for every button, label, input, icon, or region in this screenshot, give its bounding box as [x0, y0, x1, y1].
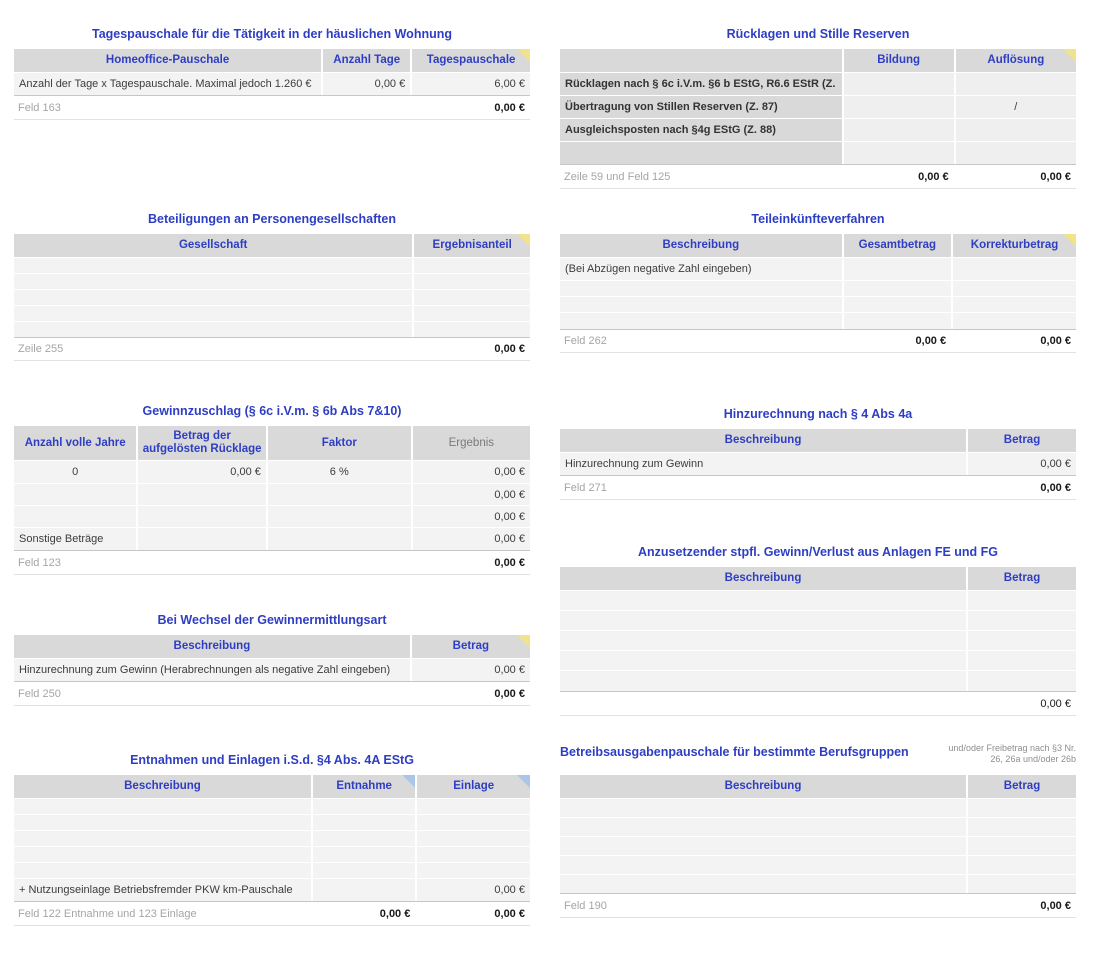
table-cell[interactable]	[14, 322, 412, 337]
table-cell[interactable]	[844, 119, 954, 141]
table-cell[interactable]	[414, 258, 530, 273]
entnahmen-und-einlagen-4-abs-4a-estg-title-row	[14, 753, 530, 775]
comment-marker-icon[interactable]	[1063, 234, 1076, 247]
table-title: Entnahmen und Einlagen i.S.d. §4 Abs. 4A EStG	[130, 753, 414, 767]
column-header	[138, 426, 266, 460]
footer-total-value: 0,00 €	[379, 907, 411, 920]
table-cell[interactable]	[417, 799, 530, 814]
column-header-label: Anzahl Tage	[333, 54, 401, 66]
table-cell[interactable]: 0,00 €	[412, 659, 530, 681]
gewinnzuschlag-6c-6b-total-row	[14, 550, 530, 575]
table-cell[interactable]	[953, 297, 1076, 312]
table-anzusetzender-gewinn-verlust-anlagen-fe-fg	[560, 545, 1076, 716]
column-header	[14, 49, 321, 72]
column-header-label: Beschreibung	[173, 640, 251, 652]
table-cell[interactable]	[14, 306, 412, 321]
table-cell[interactable]: Hinzurechnung zum Gewinn	[560, 453, 966, 475]
table-cell[interactable]: 0,00 €	[417, 879, 530, 901]
table-title: Beteiligungen an Personengesellschaften	[148, 212, 396, 226]
column-header	[560, 234, 842, 257]
column-header-label: Bildung	[877, 54, 921, 66]
table-cell[interactable]	[956, 73, 1076, 95]
table-cell[interactable]	[968, 837, 1076, 855]
comment-marker-icon[interactable]	[402, 775, 415, 788]
column-header	[968, 429, 1076, 452]
table-cell[interactable]	[313, 815, 415, 830]
table-cell[interactable]	[560, 875, 966, 893]
column-header-label: Betrag	[452, 640, 490, 652]
table-cell[interactable]	[560, 142, 842, 164]
column-header-label: Auflösung	[987, 54, 1045, 66]
column-header-label: Ergebnisanteil	[432, 239, 512, 251]
footer-total-value: 0,00 €	[1040, 481, 1071, 494]
table-cell[interactable]	[268, 528, 411, 550]
footer-total-value: 0,00 €	[1040, 697, 1071, 710]
table-cell[interactable]: 6,00 €	[412, 73, 530, 95]
footer-total-value: 0,00 €	[494, 556, 525, 569]
table-cell[interactable]: /	[956, 96, 1076, 118]
table-cell[interactable]	[560, 313, 842, 329]
table-cell[interactable]	[560, 837, 966, 855]
table-cell[interactable]	[14, 258, 412, 273]
table-cell[interactable]	[14, 815, 311, 830]
table-cell[interactable]	[560, 611, 966, 630]
table-cell[interactable]	[844, 96, 954, 118]
column-header	[417, 775, 530, 798]
table-cell[interactable]	[417, 831, 530, 846]
table-cell[interactable]: 6 %	[268, 461, 411, 483]
tagespauschale-haeusliche-wohnung-grid	[14, 49, 530, 95]
column-header-label: Einlage	[453, 780, 495, 792]
table-cell[interactable]	[844, 281, 952, 296]
footer-field-label: Zeile 59 und Feld 125	[564, 170, 671, 183]
column-header	[414, 234, 530, 257]
table-betreibsausgabenpauschale-berufsgruppen	[560, 745, 1076, 918]
table-cell[interactable]	[14, 506, 136, 527]
table-cell[interactable]	[313, 847, 415, 862]
column-header-label: Faktor	[321, 436, 357, 449]
teileinkuenfteverfahren-total-row	[560, 329, 1076, 353]
column-header	[956, 49, 1076, 72]
table-cell[interactable]	[14, 863, 311, 878]
table-cell[interactable]	[313, 831, 415, 846]
table-cell[interactable]	[560, 818, 966, 836]
betreibsausgabenpauschale-berufsgruppen-grid	[560, 775, 1076, 893]
table-cell[interactable]	[414, 306, 530, 321]
table-title: Gewinnzuschlag (§ 6c i.V.m. § 6b Abs 7&10)	[142, 404, 402, 418]
tagespauschale-haeusliche-wohnung-title-row	[14, 27, 530, 49]
footer-field-label: Zeile 255	[18, 343, 64, 355]
comment-marker-icon[interactable]	[517, 635, 530, 648]
table-cell[interactable]	[956, 142, 1076, 164]
table-bei-wechsel-der-gewinnermittlungsart	[14, 613, 530, 706]
column-header-label: Anzahl volle Jahre	[24, 436, 126, 449]
column-header	[844, 234, 952, 257]
table-cell[interactable]	[844, 73, 954, 95]
table-cell[interactable]	[417, 863, 530, 878]
footer-total-value: 0,00 €	[1040, 170, 1071, 183]
tagespauschale-haeusliche-wohnung-total-row	[14, 95, 530, 120]
ruecklagen-und-stille-reserven-total-row	[560, 164, 1076, 189]
footer-total-value: 0,00 €	[494, 101, 525, 114]
entnahmen-und-einlagen-4-abs-4a-estg-total-row	[14, 901, 530, 926]
column-header-label: Homeoffice-Pauschale	[105, 54, 230, 66]
table-cell[interactable]	[560, 591, 966, 610]
table-gewinnzuschlag-6c-6b	[14, 404, 530, 575]
column-header-label: Ergebnis	[448, 436, 495, 449]
table-note: und/oder Freibetrag nach §3 Nr. 26, 26a und/oder 26b	[948, 743, 1076, 764]
comment-marker-icon[interactable]	[517, 775, 530, 788]
table-cell[interactable]: 0,00 €	[968, 453, 1076, 475]
column-header	[412, 635, 530, 658]
table-cell[interactable]: 0,00 €	[413, 484, 530, 505]
table-cell[interactable]	[560, 856, 966, 874]
table-cell[interactable]: Anzahl der Tage x Tagespauschale. Maximal jedoch 1.260 €	[14, 73, 321, 95]
column-header	[968, 567, 1076, 590]
table-title: Betreibsausgabenpauschale für bestimmte Berufsgruppen	[560, 745, 909, 759]
table-title: Hinzurechnung nach § 4 Abs 4a	[723, 407, 913, 421]
table-cell[interactable]: 0,00 €	[413, 506, 530, 527]
table-entnahmen-und-einlagen	[14, 753, 530, 926]
table-cell[interactable]: Rücklagen nach § 6c i.V.m. §6 b EStG, R6.6 EStR (Z.	[560, 73, 842, 95]
table-cell[interactable]	[844, 142, 954, 164]
table-cell[interactable]	[953, 313, 1076, 329]
footer-total-value: 0,00 €	[494, 687, 525, 700]
beteiligungen-an-personengesellschaften-title-row	[14, 212, 530, 234]
footer-total-value: 0,00 €	[494, 907, 525, 920]
column-header	[844, 49, 954, 72]
bei-wechsel-der-gewinnermittlungsart-title-row	[14, 613, 530, 635]
column-header	[968, 775, 1076, 798]
table-cell[interactable]: Sonstige Beträge	[14, 528, 136, 550]
table-cell[interactable]	[417, 815, 530, 830]
table-cell[interactable]	[14, 274, 412, 289]
table-cell[interactable]	[968, 799, 1076, 817]
column-header	[413, 426, 530, 460]
table-cell[interactable]	[560, 297, 842, 312]
anzusetzender-gewinn-verlust-anlagen-fe-fg-title-row	[560, 545, 1076, 567]
table-cell[interactable]	[14, 831, 311, 846]
table-cell[interactable]	[560, 631, 966, 650]
column-header-label: Beschreibung	[662, 239, 740, 251]
table-ruecklagen-und-stille-reserven	[560, 27, 1076, 189]
column-header-label: Beschreibung	[724, 780, 802, 792]
column-header	[14, 234, 412, 257]
table-cell[interactable]	[560, 671, 966, 691]
column-header	[560, 429, 966, 452]
footer-field-label: Feld 190	[564, 899, 607, 912]
table-cell[interactable]: Übertragung von Stillen Reserven (Z. 87)	[560, 96, 842, 118]
table-cell[interactable]	[844, 258, 952, 280]
table-cell[interactable]: Ausgleichsposten nach §4g EStG (Z. 88)	[560, 119, 842, 141]
column-header-label: Betrag	[1003, 434, 1041, 446]
table-title: Tagespauschale für die Tätigkeit in der häuslichen Wohnung	[91, 27, 452, 41]
table-cell[interactable]	[968, 651, 1076, 670]
table-cell[interactable]: + Nutzungseinlage Betriebsfremder PKW km-Pauschale	[14, 879, 311, 901]
table-cell[interactable]	[844, 297, 952, 312]
table-cell[interactable]	[14, 847, 311, 862]
column-header-label: Betrag der aufgelösten Rücklage	[142, 430, 262, 455]
table-cell[interactable]: Hinzurechnung zum Gewinn (Herabrechnungen als negative Zahl eingeben)	[14, 659, 410, 681]
column-header-label: Gesellschaft	[178, 239, 248, 251]
beteiligungen-an-personengesellschaften-grid	[14, 234, 530, 337]
footer-total-value: 0,00 €	[1040, 335, 1071, 347]
table-cell[interactable]	[313, 799, 415, 814]
hinzurechnung-nach-4-abs-4a-title-row	[560, 407, 1076, 429]
anzusetzender-gewinn-verlust-anlagen-fe-fg-total-row	[560, 691, 1076, 716]
gewinnzuschlag-6c-6b-grid	[14, 426, 530, 550]
table-title: Anzusetzender stpfl. Gewinn/Verlust aus Anlagen FE und FG	[638, 545, 998, 559]
table-cell[interactable]	[417, 847, 530, 862]
table-title: Teileinkünfteverfahren	[751, 212, 885, 226]
table-cell[interactable]	[844, 313, 952, 329]
entnahmen-und-einlagen-4-abs-4a-estg-grid	[14, 775, 530, 901]
comment-marker-icon[interactable]	[517, 234, 530, 247]
table-cell[interactable]	[138, 484, 266, 505]
table-cell[interactable]	[414, 290, 530, 305]
column-header	[323, 49, 410, 72]
table-cell[interactable]	[968, 856, 1076, 874]
column-header-label: Beschreibung	[724, 434, 802, 446]
table-cell[interactable]	[560, 799, 966, 817]
footer-field-label: Feld 122 Entnahme und 123 Einlage	[18, 907, 197, 920]
footer-total-value: 0,00 €	[918, 170, 949, 183]
table-cell[interactable]	[414, 274, 530, 289]
footer-field-label: Feld 262	[564, 335, 607, 347]
comment-marker-icon[interactable]	[517, 49, 530, 62]
column-header	[14, 426, 136, 460]
teileinkuenfteverfahren-title-row	[560, 212, 1076, 234]
table-cell[interactable]: 0,00 €	[323, 73, 410, 95]
column-header	[14, 775, 311, 798]
table-cell[interactable]: 0,00 €	[413, 528, 530, 550]
table-cell[interactable]	[968, 611, 1076, 630]
table-cell[interactable]	[968, 875, 1076, 893]
table-cell[interactable]	[968, 818, 1076, 836]
footer-total-value: 0,00 €	[1040, 899, 1071, 912]
table-title: Rücklagen und Stille Reserven	[726, 27, 910, 41]
hinzurechnung-nach-4-abs-4a-total-row	[560, 475, 1076, 500]
table-cell[interactable]: 0,00 €	[138, 461, 266, 483]
table-teileinkuenfteverfahren	[560, 212, 1076, 353]
comment-marker-icon[interactable]	[1063, 49, 1076, 62]
column-header-label: Entnahme	[336, 780, 392, 792]
table-cell[interactable]	[138, 528, 266, 550]
table-hinzurechnung-nach-4-abs-4a	[560, 407, 1076, 500]
table-cell[interactable]	[956, 119, 1076, 141]
column-header	[313, 775, 415, 798]
table-cell[interactable]	[560, 281, 842, 296]
table-cell[interactable]: 0	[14, 461, 136, 483]
table-cell[interactable]	[14, 799, 311, 814]
bei-wechsel-der-gewinnermittlungsart-total-row	[14, 681, 530, 706]
betreibsausgabenpauschale-berufsgruppen-title-row	[560, 745, 1076, 775]
table-cell[interactable]	[953, 258, 1076, 280]
column-header-label: Tagespauschale	[426, 54, 516, 66]
table-cell[interactable]	[14, 484, 136, 505]
column-header	[560, 567, 966, 590]
footer-field-label: Feld 271	[564, 481, 607, 494]
column-header-label: Gesamtbetrag	[858, 239, 937, 251]
ruecklagen-und-stille-reserven-title-row	[560, 27, 1076, 49]
column-header	[560, 49, 842, 72]
table-cell[interactable]	[268, 506, 411, 527]
gewinnzuschlag-6c-6b-title-row	[14, 404, 530, 426]
table-cell[interactable]: (Bei Abzügen negative Zahl eingeben)	[560, 258, 842, 280]
hinzurechnung-nach-4-abs-4a-grid	[560, 429, 1076, 475]
column-header-label: Beschreibung	[124, 780, 201, 792]
column-header	[560, 775, 966, 798]
table-cell[interactable]	[313, 863, 415, 878]
column-header	[953, 234, 1076, 257]
table-cell[interactable]	[268, 484, 411, 505]
table-tagespauschale-haeusliche-wohnung	[14, 27, 530, 120]
table-cell[interactable]	[560, 651, 966, 670]
table-cell[interactable]	[14, 290, 412, 305]
column-header	[14, 635, 410, 658]
column-header-label: Betrag	[1003, 572, 1041, 584]
bei-wechsel-der-gewinnermittlungsart-grid	[14, 635, 530, 681]
footer-field-label: Feld 250	[18, 687, 61, 700]
table-cell[interactable]	[313, 879, 415, 901]
table-title: Bei Wechsel der Gewinnermittlungsart	[157, 613, 387, 627]
column-header-label: Betrag	[1003, 780, 1041, 792]
footer-field-label: Feld 123	[18, 556, 61, 569]
footer-total-value: 0,00 €	[494, 343, 525, 355]
teileinkuenfteverfahren-grid	[560, 234, 1076, 329]
table-cell[interactable]	[968, 631, 1076, 650]
footer-field-label: Feld 163	[18, 101, 61, 114]
table-cell[interactable]	[968, 591, 1076, 610]
beteiligungen-an-personengesellschaften-total-row	[14, 337, 530, 361]
column-header-label: Beschreibung	[724, 572, 802, 584]
table-beteiligungen-an-personengesellschaften	[14, 212, 530, 361]
ruecklagen-und-stille-reserven-grid	[560, 49, 1076, 164]
table-cell[interactable]: 0,00 €	[413, 461, 530, 483]
column-header-label: Korrekturbetrag	[970, 239, 1059, 251]
table-cell[interactable]	[138, 506, 266, 527]
table-cell[interactable]	[953, 281, 1076, 296]
betreibsausgabenpauschale-berufsgruppen-total-row	[560, 893, 1076, 918]
anzusetzender-gewinn-verlust-anlagen-fe-fg-grid	[560, 567, 1076, 691]
table-cell[interactable]	[968, 671, 1076, 691]
column-header	[412, 49, 530, 72]
column-header	[268, 426, 411, 460]
table-cell[interactable]	[414, 322, 530, 337]
footer-total-value: 0,00 €	[915, 335, 947, 347]
